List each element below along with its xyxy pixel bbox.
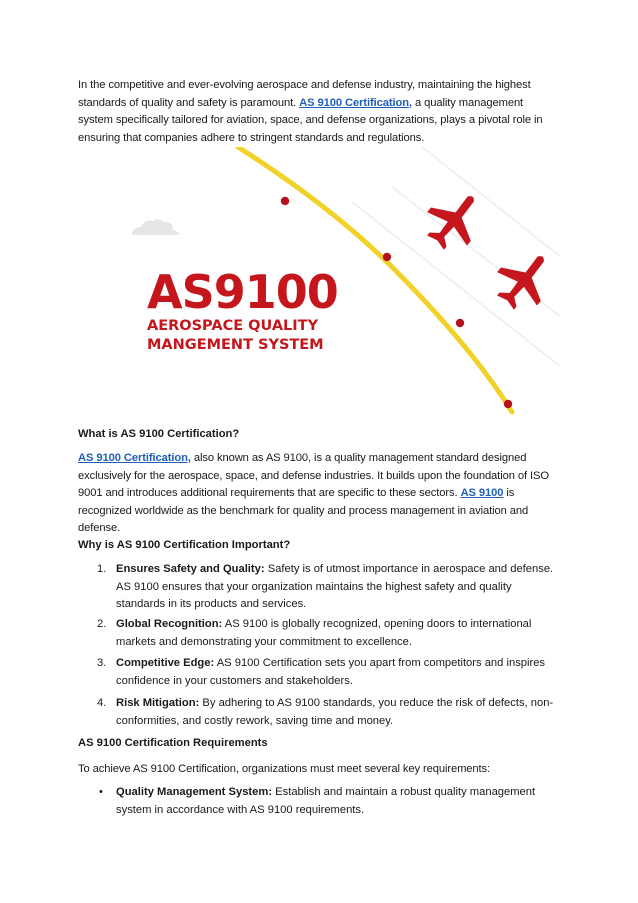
what-paragraph xyxy=(78,450,554,538)
flight-path-dot xyxy=(456,319,464,327)
list-item-text: Safety is of utmost importance in aerospace and defense. AS 9100 ensures that your organization maintains the highest safety and quality standards in its products and services. xyxy=(116,563,554,610)
list-item-text: AS 9100 Certification sets you apart from competitors and inspires confidence in your customers and stakeholders. xyxy=(116,657,546,687)
intro-text-end: a quality management system specifically tailored for aviation, space, and defense organizations, plays a pivotal role in ensuring that companies adhere to stringent standards and regulations. xyxy=(78,96,543,144)
flight-path-dot xyxy=(383,253,391,261)
what-heading: What is AS 9100 Certification? xyxy=(78,428,240,440)
list-item xyxy=(116,695,554,730)
as9100-hero-image xyxy=(92,147,561,417)
requirements-heading: AS 9100 Certification Requirements xyxy=(78,737,268,749)
intro-paragraph xyxy=(78,77,554,147)
what-text-2: is recognized worldwide as the benchmark for quality and process management in aviation and defense. xyxy=(78,487,529,534)
hero-title: AS9100 xyxy=(147,265,338,319)
flight-path-dot xyxy=(281,197,289,205)
what-text-1: also known as AS 9100, is a quality management standard designed exclusively for the aerospace, space, and defense industries. It builds upon the foundation of ISO 9001 and introduces additional requirements that are specific to these sectors. xyxy=(78,452,549,499)
as9100-certification-link-2[interactable]: AS 9100 Certification, xyxy=(78,452,191,464)
list-number: 2. xyxy=(97,618,107,630)
list-item xyxy=(116,655,554,690)
hero-subtitle-line1: AEROSPACE QUALITY xyxy=(147,318,319,334)
intro-text-start: In the competitive and ever-evolving aerospace and defense industry, maintaining the highest standards of quality and safety is paramount. xyxy=(78,79,531,109)
list-item xyxy=(116,784,554,819)
as9100-link[interactable]: AS 9100 xyxy=(460,487,504,499)
list-item-title: Quality Management System: xyxy=(116,786,273,798)
cloud-icon xyxy=(132,219,179,235)
hero-subtitle-line2: MANGEMENT SYSTEM xyxy=(147,337,324,353)
list-item xyxy=(116,616,554,651)
requirements-intro: To achieve AS 9100 Certification, organizations must meet several key requirements: xyxy=(78,763,491,775)
list-number: 1. xyxy=(97,563,107,575)
list-item-text: AS 9100 is globally recognized, opening doors to international markets and demonstrating your commitment to excellence. xyxy=(116,618,532,648)
list-item-title: Global Recognition: xyxy=(116,618,223,630)
list-number: 4. xyxy=(97,697,107,709)
as9100-certification-link[interactable]: AS 9100 Certification, xyxy=(299,96,412,109)
list-item-title: Risk Mitigation: xyxy=(116,697,200,709)
list-item xyxy=(116,561,554,614)
list-item-title: Competitive Edge: xyxy=(116,657,215,669)
list-item-text: By adhering to AS 9100 standards, you reduce the risk of defects, non-conformities, and costly rework, saving time and money. xyxy=(116,697,554,727)
airplane-icon xyxy=(416,181,494,260)
list-number: 3. xyxy=(97,657,107,669)
flight-path-dot xyxy=(504,400,512,408)
hero-subtitle xyxy=(147,317,324,355)
why-heading: Why is AS 9100 Certification Important? xyxy=(78,539,291,551)
list-item-title: Ensures Safety and Quality: xyxy=(116,563,265,575)
bullet-icon: • xyxy=(99,786,103,798)
list-item-text: Establish and maintain a robust quality management system in accordance with AS 9100 requirements. xyxy=(116,786,536,816)
